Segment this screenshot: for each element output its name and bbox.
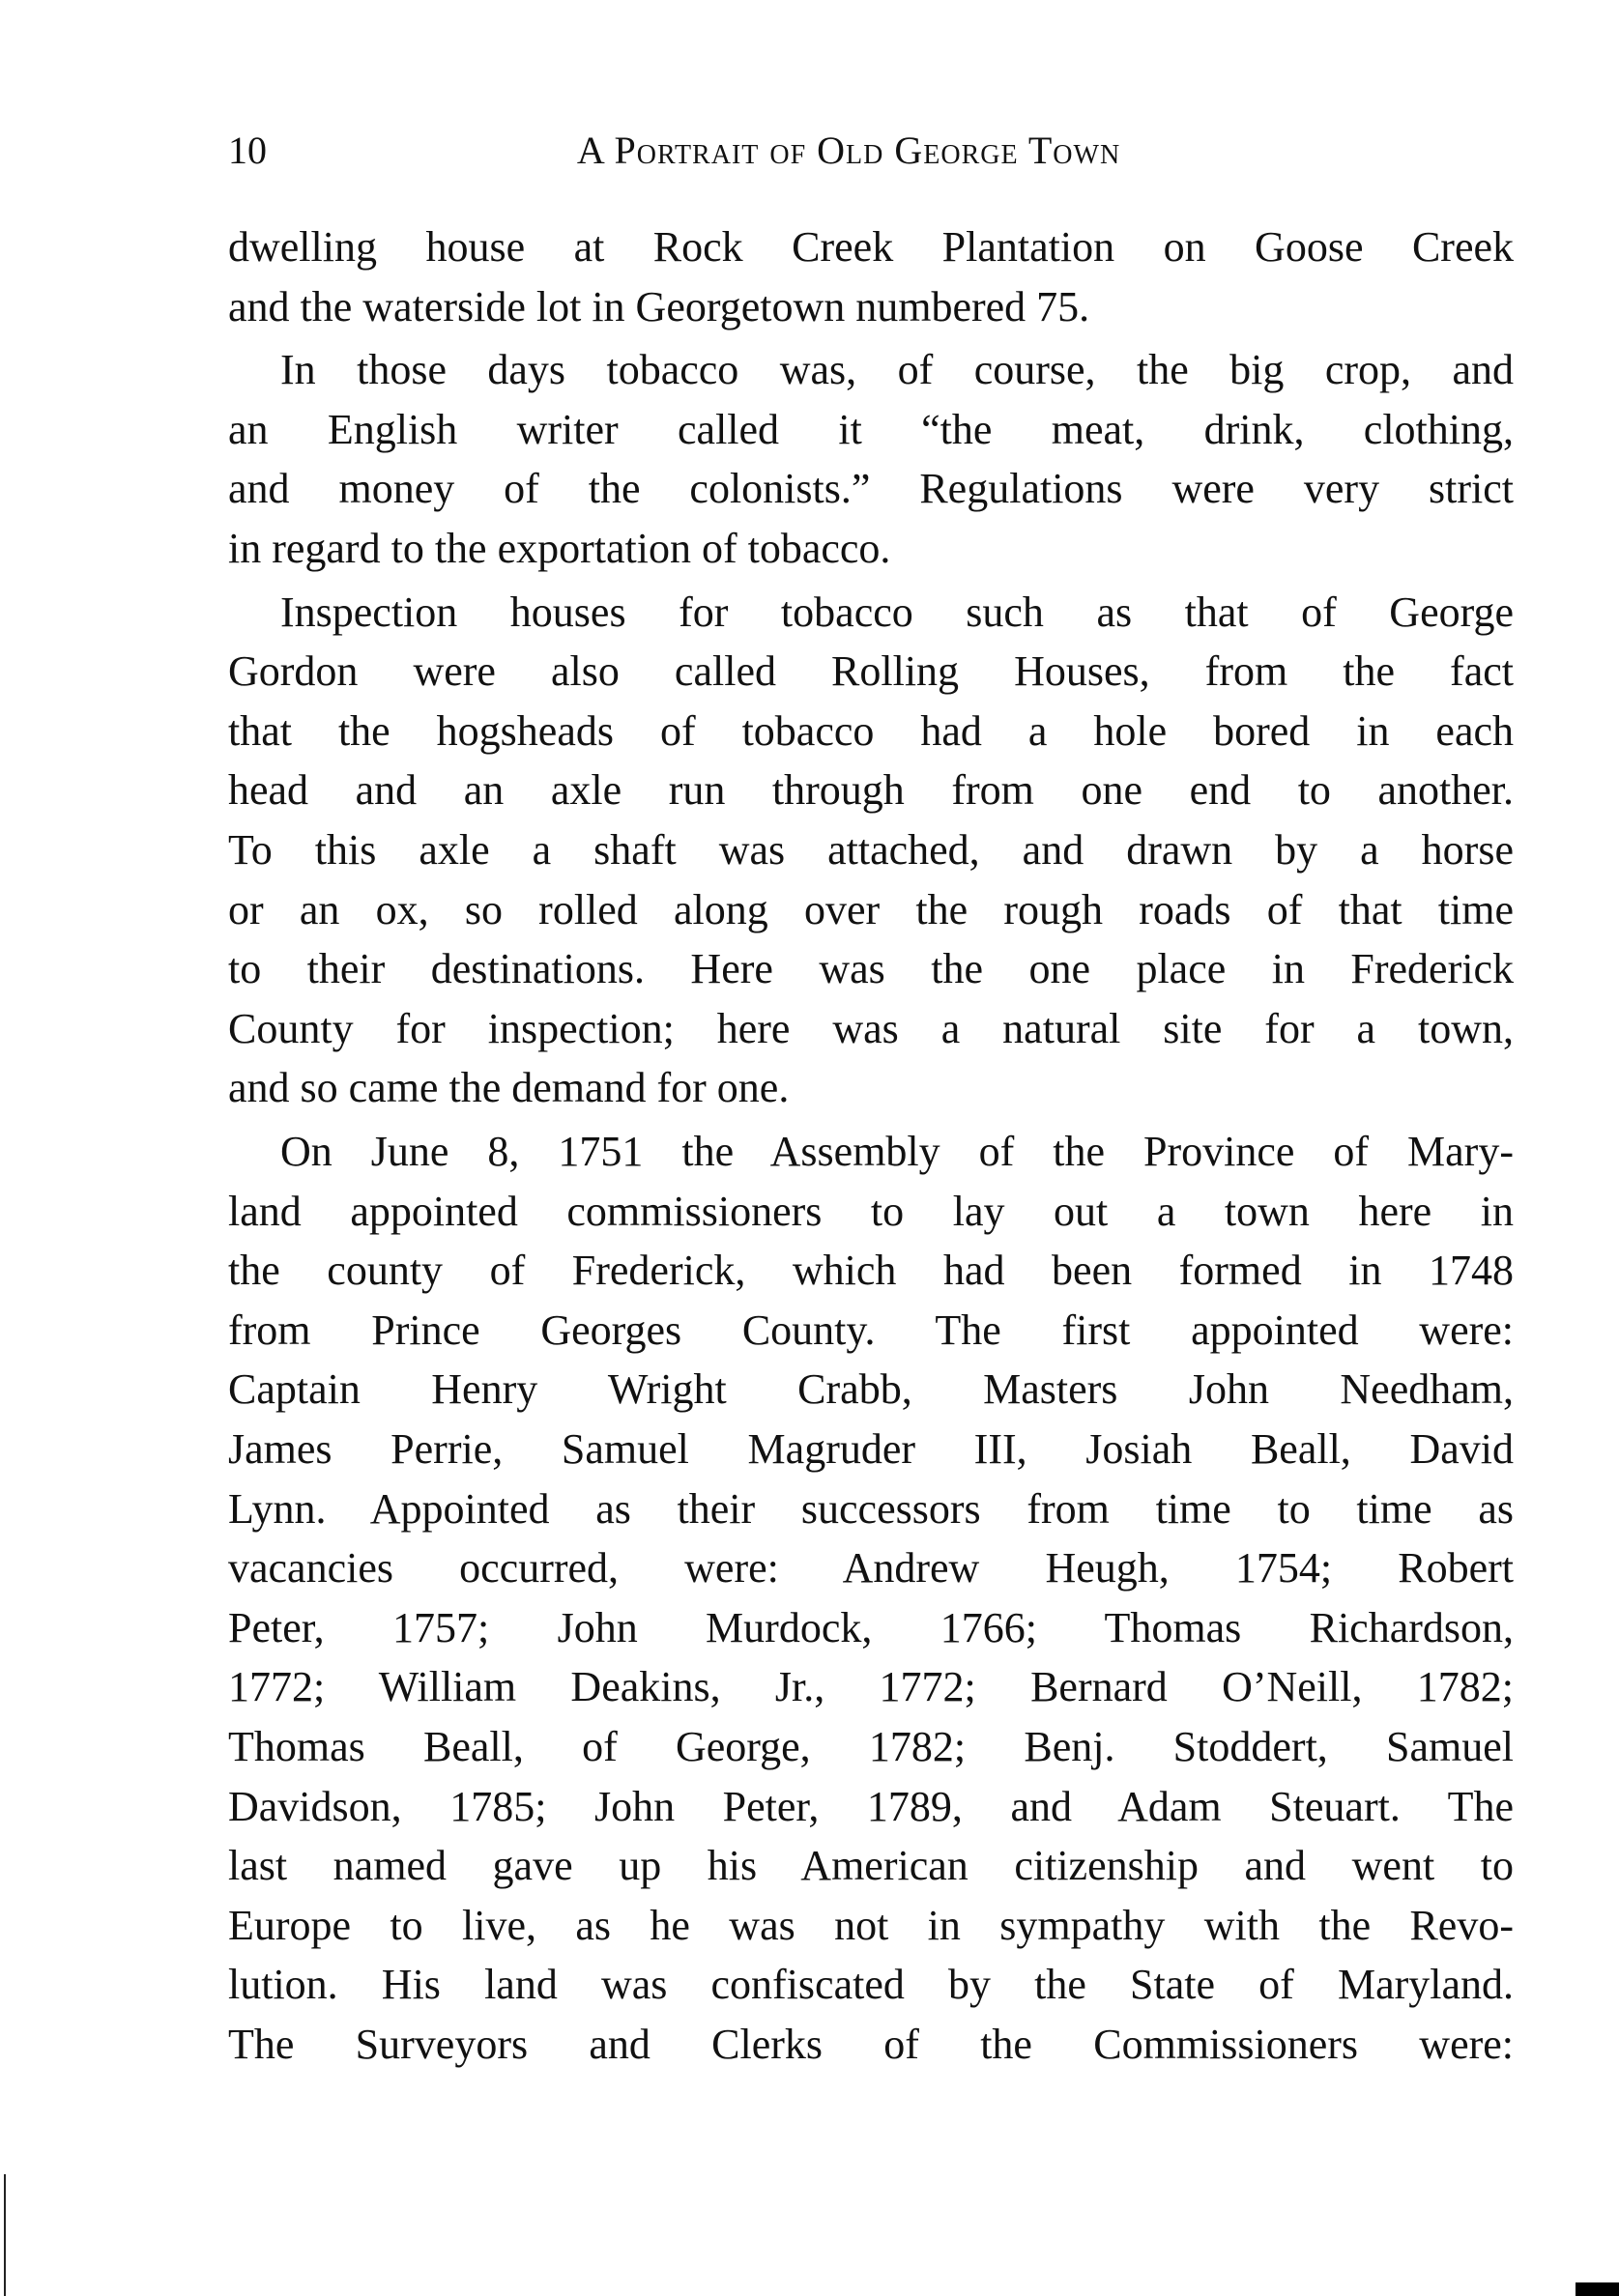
text-line: James Perrie, Samuel Magruder III, Josiah Beall, David <box>228 1425 1514 1473</box>
text-line: Lynn. Appointed as their successors from time to time as <box>228 1484 1514 1533</box>
scan-edge-mark <box>4 2174 6 2296</box>
text-line: Gordon were also called Rolling Houses, from the fact <box>228 647 1514 696</box>
text-line: On June 8, 1751 the Assembly of the Province of Mary- <box>280 1128 1514 1175</box>
text-line: County for inspection; here was a natural site for a town, <box>228 1004 1514 1052</box>
text-line: in regard to the exportation of tobacco. <box>228 525 891 572</box>
text-line: that the hogsheads of tobacco had a hole bored in each <box>228 706 1514 755</box>
text-line: To this axle a shaft was attached, and drawn by a horse <box>228 826 1514 874</box>
text-line: Europe to live, as he was not in sympathy with the Revo- <box>228 1901 1514 1949</box>
text-line: Thomas Beall, of George, 1782; Benj. Stoddert, Samuel <box>228 1723 1514 1770</box>
text-line: an English writer called it “the meat, drink, clothing, <box>228 405 1514 453</box>
page-number: 10 <box>228 129 267 172</box>
text-line: last named gave up his American citizenship and went to <box>228 1842 1514 1890</box>
text-line: dwelling house at Rock Creek Plantation on Goose Creek <box>228 223 1514 271</box>
running-title: A Portrait of Old George Town <box>576 129 1121 172</box>
text-line: and money of the colonists.” Regulations were very strict <box>228 465 1514 513</box>
text-line: and so came the demand for one. <box>228 1064 790 1112</box>
text-line: from Prince Georges County. The first appointed were: <box>228 1306 1514 1354</box>
text-line: Captain Henry Wright Crabb, Masters John Needham, <box>228 1365 1514 1414</box>
text-line: land appointed commissioners to lay out a town here in <box>228 1187 1514 1235</box>
text-line: 1772; William Deakins, Jr., 1772; Bernard O’Neill, 1782; <box>228 1663 1514 1711</box>
text-line: Peter, 1757; John Murdock, 1766; Thomas Richardson, <box>228 1603 1514 1651</box>
text-line: to their destinations. Here was the one place in Frederick <box>228 945 1514 993</box>
text-line: In those days tobacco was, of course, the big crop, and <box>280 346 1514 394</box>
text-line: Davidson, 1785; John Peter, 1789, and Adam Steuart. The <box>228 1782 1514 1830</box>
text-line: or an ox, so rolled along over the rough roads of that time <box>228 885 1514 933</box>
text-line: vacancies occurred, were: Andrew Heugh, 1754; Robert <box>228 1544 1514 1593</box>
text-line: and the waterside lot in Georgetown numbered 75. <box>228 282 1090 330</box>
text-line: the county of Frederick, which had been formed in 1748 <box>228 1247 1514 1295</box>
text-line: The Surveyors and Clerks of the Commissioners were: <box>228 2021 1514 2068</box>
text-line: Inspection houses for tobacco such as that of George <box>280 588 1514 636</box>
scan-corner-mark <box>1576 2282 1619 2296</box>
text-line: lution. His land was confiscated by the State of Maryland. <box>228 1961 1514 2009</box>
text-line: head and an axle run through from one end to another. <box>228 766 1514 815</box>
